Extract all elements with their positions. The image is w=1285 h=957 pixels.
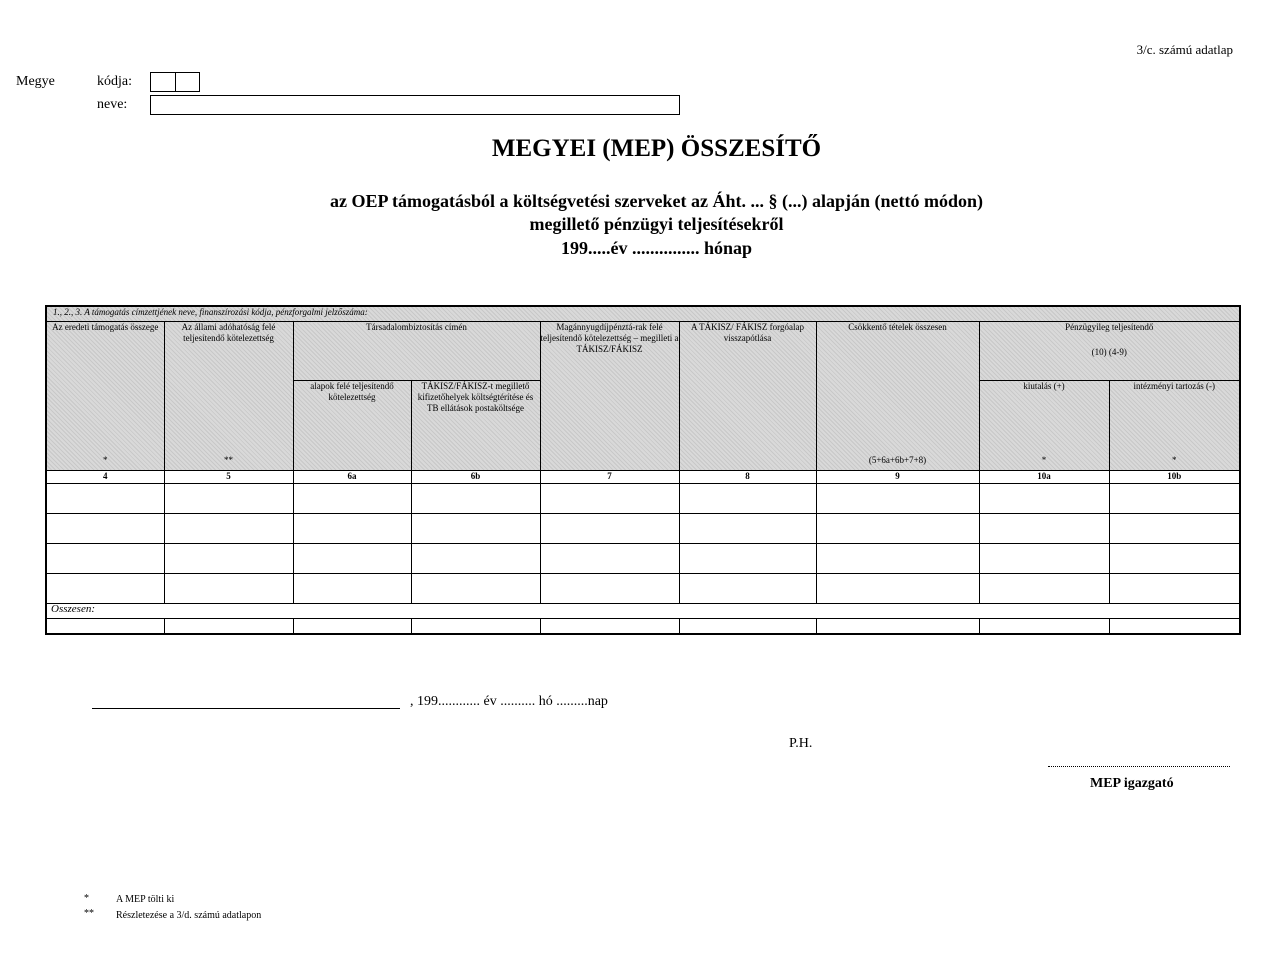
form-id: 3/c. számú adatlap <box>1136 42 1233 57</box>
header-col-7: Magánnyugdíjpénztá-rak felé teljesítendő kötelezettség – megilleti a TÁKISZ/FÁKISZ <box>540 322 679 471</box>
footnote-text: Részletezése a 3/d. számú adatlapon <box>116 910 262 921</box>
header-col-10b: intézményi tartozás (-) * <box>1109 381 1240 471</box>
column-number: 7 <box>540 471 679 484</box>
county-code-label: kódja: <box>97 74 132 89</box>
column-number-row <box>46 471 1240 484</box>
column-number: 6a <box>293 471 411 484</box>
column-number: 6b <box>411 471 540 484</box>
recipient-caption: 1., 2., 3. A támogatás címzettjének neve, finanszírozási kódja, pénzforgalmi jelzőszáma: <box>46 306 1240 322</box>
header-col-10a: kiutalás (+) * <box>979 381 1109 471</box>
footnote-text: A MEP tölti ki <box>116 894 175 905</box>
column-number: 10b <box>1109 471 1240 484</box>
header-col-8: A TÁKISZ/ FÁKISZ forgóalap visszapótlása <box>679 322 816 471</box>
summary-table <box>45 305 1241 635</box>
director-signature-line[interactable] <box>1048 766 1230 767</box>
column-number: 8 <box>679 471 816 484</box>
table-row[interactable] <box>46 544 1240 574</box>
signature-place-line[interactable] <box>92 708 400 709</box>
column-number: 5 <box>164 471 293 484</box>
total-label: Összesen: <box>46 604 1240 619</box>
column-number: 9 <box>816 471 979 484</box>
footnote-mark: ** <box>84 908 94 919</box>
header-col-4: Az eredeti támogatás összege * <box>46 322 164 471</box>
footnote-mark: * <box>84 893 89 904</box>
date-line: , 199............ év .......... hó .........nap <box>410 694 608 709</box>
header-col-9: Csökkentő tételek összesen (5+6a+6b+7+8) <box>816 322 979 471</box>
header-col-6b: TÁKISZ/FÁKISZ-t megillető kifizetőhelyek költségtérítése és TB ellátások postaköltsége <box>411 381 540 471</box>
subtitle-line-1: az OEP támogatásból a költségvetési szerveket az Áht. ... § (...) alapján (nettó módon) <box>330 191 983 211</box>
column-number: 10a <box>979 471 1109 484</box>
signer-label: MEP igazgató <box>1090 776 1174 791</box>
county-code-field[interactable] <box>150 72 200 92</box>
table-row[interactable] <box>46 574 1240 604</box>
column-number: 4 <box>46 471 164 484</box>
total-row[interactable] <box>46 619 1240 635</box>
header-col-6: Társadalombiztosítás címén <box>293 322 540 381</box>
header-col-10: Pénzügyileg teljesítendő (10) (4-9) <box>979 322 1240 381</box>
subtitle-line-3: 199.....év ............... hónap <box>560 238 753 258</box>
county-name-field[interactable] <box>150 95 680 115</box>
table-row[interactable] <box>46 514 1240 544</box>
county-name-label: neve: <box>97 97 128 112</box>
table-row[interactable] <box>46 484 1240 514</box>
stamp-label: P.H. <box>789 736 813 751</box>
header-col-5: Az állami adóhatóság felé teljesítendő kötelezettség ** <box>164 322 293 471</box>
page-title: MEGYEI (MEP) ÖSSZESÍTŐ <box>491 135 822 162</box>
subtitle-line-2: megillető pénzügyi teljesítésekről <box>529 214 784 234</box>
header-col-6a: alapok felé teljesítendő kötelezettség <box>293 381 411 471</box>
county-label: Megye <box>16 74 55 89</box>
